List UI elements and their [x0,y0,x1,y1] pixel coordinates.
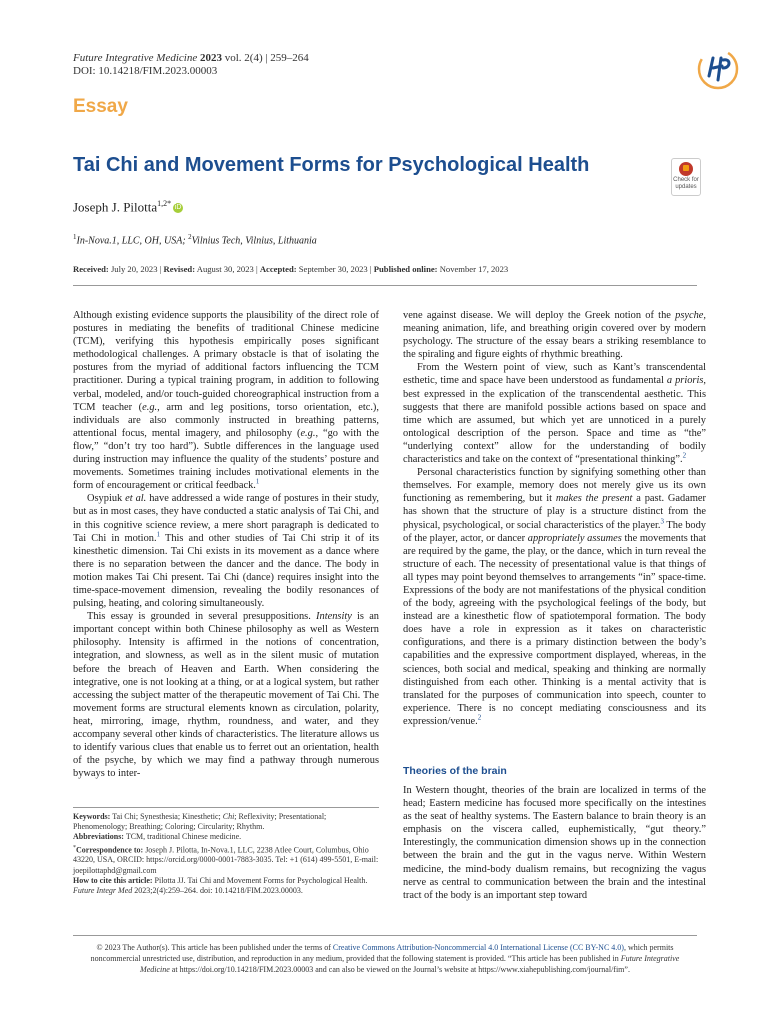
license-link[interactable]: Creative Commons Attribution-Noncommercial 4.0 International License (CC BY-NC 4.0) [332,943,624,952]
ref-link[interactable]: 3 [660,517,664,526]
cite-label: How to cite this article: [73,875,153,885]
journal-logo-icon [695,46,741,92]
aff-sup1: 1 [73,233,77,241]
affiliation-1: In-Nova.1, LLC, OH, USA; [76,235,189,247]
header-divider [73,285,697,286]
published-date: November 17, 2023 [439,264,509,274]
paragraph: Osypiuk et al. have addressed a wide range of postures in their study, but as in most cases, they have conducted a static analysis of Tai Chi, and in this cognitive science review, a mere short paragraph is dedicated to Tai Chi in motion.$^1$ This and other studies of Tai Chi strip it of its kinesthetic dimension. Tai Chi exists in its movement as a dance where there is no separation between the dancer and the dance. The body in motion makes Tai Chi present. Tai Chi (dance) requires insight into the time-space-movement dimension, revealing the bodily resonances of pulsing, heating, and coloring simultaneously. [73,493,379,610]
body-column-right-lower [403,784,706,902]
author-sup: 1,2* [157,199,172,208]
journal-header [73,52,309,78]
check-line2: updates [675,184,697,190]
paragraph: Although existing evidence supports the plausibility of the direct role of postures in mediating the benefits of traditional Chinese medicine (TCM), verifying this hypothesis empirically poses significant methodological challenges. A primary obstacle is that of isolating the postures from the myriad of additional factors influencing the TCM practitioner. During a typical training program, in addition to following verbal, modeled, and/or touch-guided choreographical instruction from a TCM teacher (e.g., arm and leg positions, torso orientation, etc.), individuals are also commonly instructed in breathing patterns, attentional focus, mental imagery, and philosophy (e.g., “go with the flow,” “don’t try too hard”). Subtle differences in the language used during instruction may influence the quality of the students’ posture and movements. Sometimes training includes motivational elements in the form of encouragement or critical feedback.$^1$ [73,310,380,492]
aff-sup2: 2 [188,233,192,241]
footer-divider [73,935,697,936]
ref-link[interactable]: 2 [682,451,687,460]
paragraph: vene against disease. We will deploy the Greek notion of the psyche, meaning animation, life, and breathing origin covered over by modern psychology. The structure of the essay bears a striking resemblance to the spiraling and figure eights of rhythmic breathing. [403,310,706,361]
journal-year: 2023 [199,52,222,64]
body-column-left [73,309,379,780]
ref-link[interactable]: 1 [255,477,260,486]
orcid-icon[interactable]: iD [174,204,182,212]
article-title: Tai Chi and Movement Forms for Psychological Health [73,154,590,176]
correspondence-label: Correspondence to: [76,845,144,855]
revised-label: Revised: [163,264,196,274]
accepted-date: September 30, 2023 [298,264,368,274]
affiliation-2: Vilnius Tech, Vilnius, Lithuania [191,235,317,247]
doi[interactable]: DOI: 10.14218/FIM.2023.00003 [73,65,218,77]
check-line1: Check for [673,177,699,183]
received-date: July 20, 2023 [110,264,158,274]
article-type: Essay [73,96,128,117]
ref-link[interactable]: 2 [477,713,482,722]
keywords-label: Keywords: [73,812,111,821]
correspondence-text: Joseph J. Pilotta, In-Nova.1, LLC, 2238 Atlee Court, Columbus, Ohio 43220, USA, ORCID: https://orcid.org/0000-0001-7883-3035. Tel: +1 (614) 499-5501, E-mail: joepilottaphd@gmail.com [73,845,379,875]
abbreviations-label: Abbreviations: [73,832,124,842]
bookmark-icon [679,162,693,176]
section-heading: Theories of the brain [403,765,507,777]
article-dates: Received: July 20, 2023 | Revised: August 30, 2023 | Accepted: September 30, 2023 | Published online: November 17, 2023 [73,264,509,274]
journal-name: Future Integrative Medicine [73,52,198,64]
volume-pages: vol. 2(4) | 259–264 [224,52,309,64]
published-label: Published online: [373,264,438,274]
paragraph: From the Western point of view, such as Kant’s transcendental esthetic, time and space have been understood as fundamental a prioris, best expressed in the explication of the transcendental aesthetic. This suggests that there are manifold possible actions based on space and time which are assumed, but which yet are unnoticed in a purely ontological description of the person. Space and time as “the” “underlying context” allow for the understanding of bodily characteristics and take on the context of “presentational thinking”.$^2$ [403,362,706,466]
affiliations [73,233,317,246]
paragraph: This essay is grounded in several presuppositions. Intensity is an important concept within both Chinese philosophy as well as Western philosophy. Intensity is affirmed in the notions of concentration, integration, and slowness, as well as in the silent music of mutation before the breach of Heaven and Earth. When considering the integrative, one is not looking at a thing, or at a logical system, but rather accessing the subject matter of the therapeutic movement of Tai Chi. The movement forms are structural elements known as circulation, polarity, heat, mirroring, image, rhythm, roundness, and water, and they accompany several other kinds of characteristics. The literature allows us to identify various clues that enable us to ferret out an orientation, health of the psyche, by which we may find a pathway through numerous byways to inter- [73,611,380,780]
ref-link[interactable]: 1 [156,530,161,539]
author-line [73,199,183,215]
author-name: Joseph J. Pilotta [73,199,158,215]
keywords-divider [73,807,379,808]
license-footer: © 2023 The Author(s). This article has been published under the terms of Creative Commons Attribution-Noncommercial 4.0 International License (CC BY-NC 4.0), which permits noncommercial unrestricted use, distribution, and reproduction in any medium, provided that the following statement is provided. “This article has been published in Future Integrative Medicine at https://doi.org/10.14218/FIM.2023.00003 and can also be viewed on the Journal’s website at https://www.xiahepublishing.com/journal/fim”. [90,943,680,974]
check-for-updates-button[interactable] [671,158,701,196]
keywords-box: Keywords: Tai Chi; Synesthesia; Kinesthetic; Chi; Reflexivity; Presentational; Phenomenology; Breathing; Coloring; Circularity; Rhythm. Abbreviations: TCM, traditional Chinese medicine. *Correspondence to: Joseph J. Pilotta, In-Nova.1, LLC, 2238 Atlee Court, Columbus, Ohio 43220, USA, ORCID: https://orcid.org/0000-0001-7883-3035. Tel: +1 (614) 499-5501, E-mail: joepilottaphd@gmail.com How to cite this article: Pilotta JJ. Tai Chi and Movement Forms for Psychological Health. Future Integr Med 2023;2(4):259–264. doi: 10.14218/FIM.2023.00003. [73,812,379,896]
paragraph: In Western thought, theories of the brain are localized in terms of the head; Eastern medicine has focused more specifically on the intestines as the seat of healthy systems. The Eastern balance to brain theory is an emphasis on the viscera called, euphemistically, “gut theory.” Interestingly, the communication dimension shows up in the connection between the brain and the gut in the vagus nerve. Within Western medicine, the mind-body dualism remains, but recognizing the vagus nerve as central to communication between the brain and the intestinal tract of the body is an important step toward [403,785,706,901]
accepted-label: Accepted: [259,264,297,274]
paragraph: Personal characteristics function by signifying something other than themselves. For example, memory does not merely give us its own functioning as remembering, but it makes the present a past. Gadamer has shown that the structure of play is a structure distinct from the physical, psychological, or social characteristics of the player.$^3$ The body of the player, actor, or dancer appropriately assumes the movements that are required by the game, the play, or the dance, which in turn reveal the structure of each. The necessity of presentational value is that things of all types may point beyond themselves to arrangements “in” space-time. Expressions of the body are not manifestations of the physical condition of the body, agreeing with the psychological feelings of the body, but instead are a kinesthetic flow of spatiotemporal formation. The body does have a role in expression as it takes on characteristic configurations, and there is a primary distinction between the body’s capabilities and the expressive comportment displayed, whereas, in the sciences, both social and medical, speaking and thinking are normally distinguished from each other. Thinking is a mental activity that is translated for the purposes of communication into speech, counter to experience. There is no concept mediating consciousness and its expression/venue.$^2$ [403,467,706,727]
revised-date: August 30, 2023 [196,264,254,274]
received-label: Received: [73,264,109,274]
body-column-right [403,309,706,728]
